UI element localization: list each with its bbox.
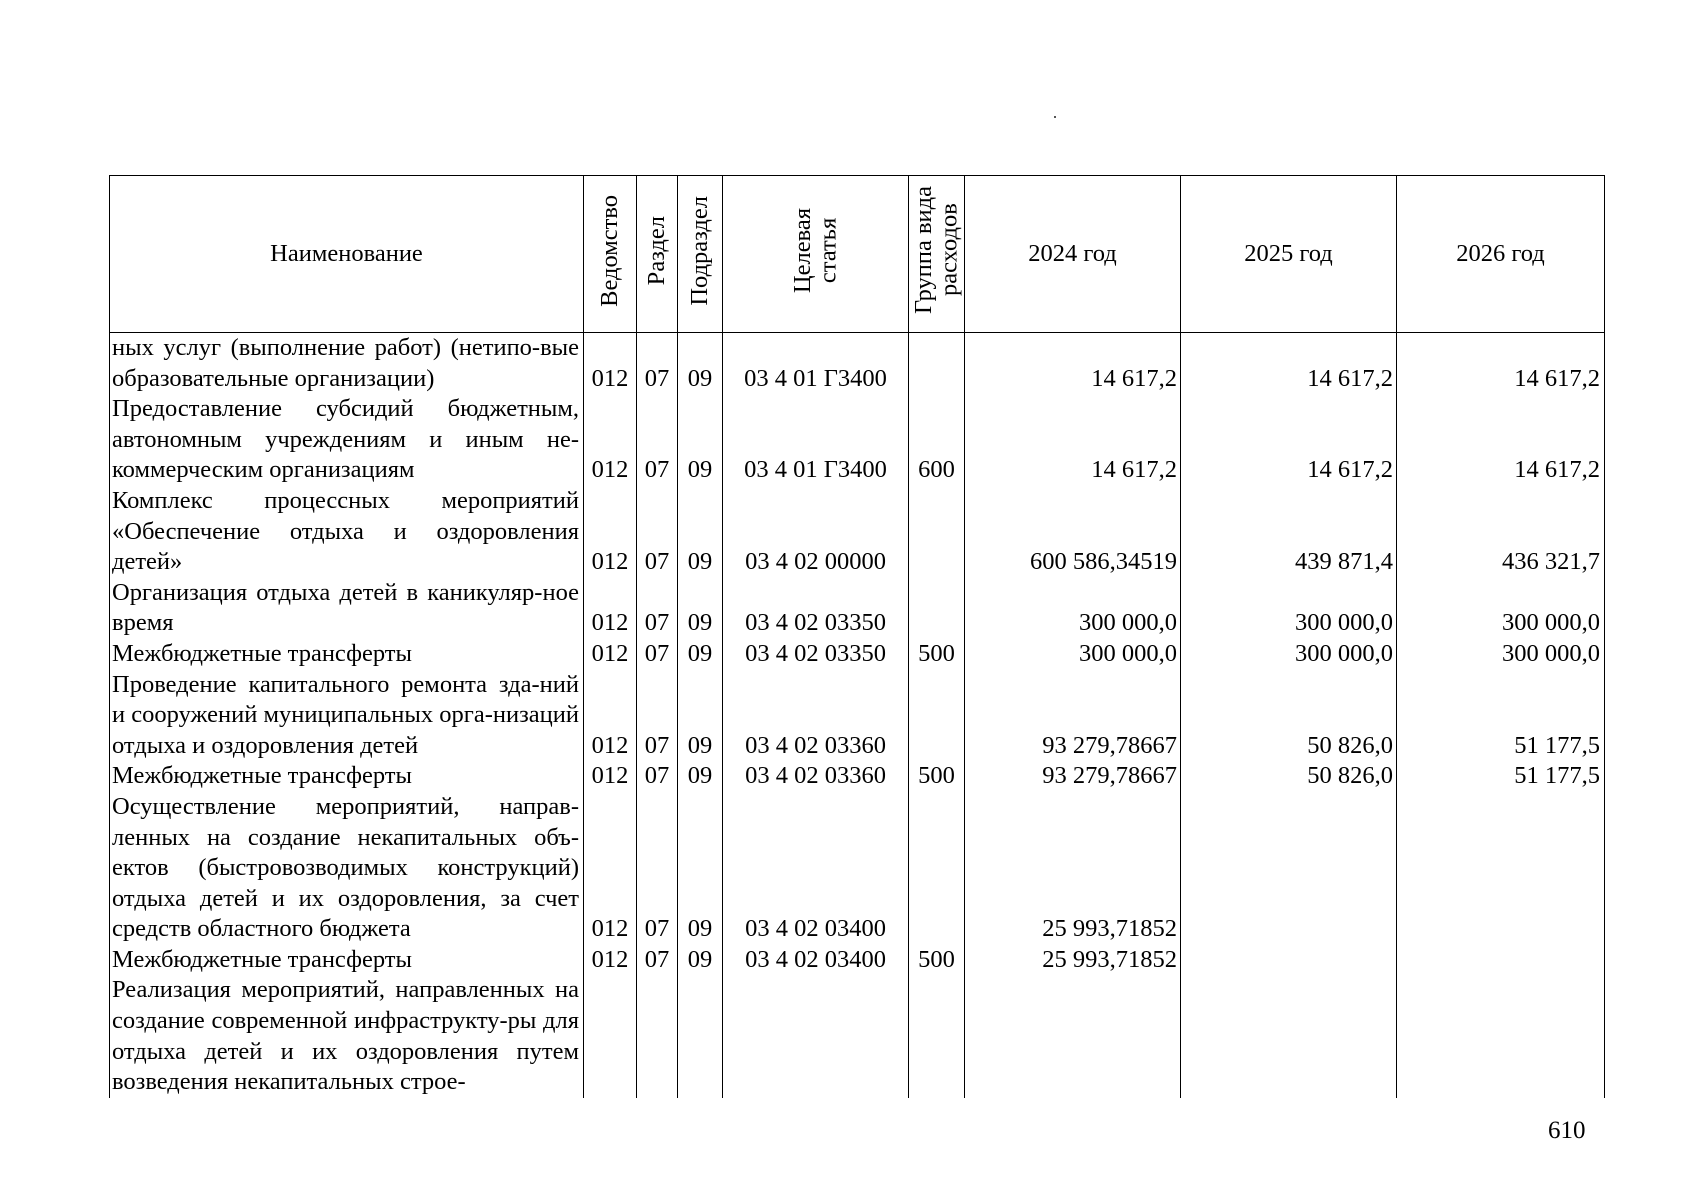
row-subsection: 09 bbox=[678, 670, 723, 762]
row-target-item: 03 4 02 03360 bbox=[723, 761, 909, 792]
row-section: 07 bbox=[637, 578, 678, 639]
row-amount-2025: 14 617,2 bbox=[1181, 394, 1397, 486]
row-subsection: 09 bbox=[678, 333, 723, 395]
row-subsection: 09 bbox=[678, 394, 723, 486]
row-section: 07 bbox=[637, 945, 678, 976]
table-row bbox=[110, 639, 1605, 670]
row-amount-2024: 93 279,78667 bbox=[965, 670, 1181, 762]
table-row bbox=[110, 670, 1605, 762]
row-name: Организация отдыха детей в каникуляр-ное время bbox=[110, 578, 584, 639]
table-row bbox=[110, 578, 1605, 639]
header-section: Раздел bbox=[637, 176, 678, 333]
row-section: 07 bbox=[637, 394, 678, 486]
row-expense-group: 500 bbox=[909, 945, 965, 976]
row-section: 07 bbox=[637, 486, 678, 578]
row-amount-2026 bbox=[1397, 975, 1605, 1097]
row-department: 012 bbox=[584, 945, 637, 976]
row-amount-2025: 439 871,4 bbox=[1181, 486, 1397, 578]
row-amount-2024: 300 000,0 bbox=[965, 578, 1181, 639]
table-row bbox=[110, 394, 1605, 486]
row-section: 07 bbox=[637, 761, 678, 792]
row-expense-group: 600 bbox=[909, 394, 965, 486]
row-department: 012 bbox=[584, 639, 637, 670]
row-amount-2024: 300 000,0 bbox=[965, 639, 1181, 670]
row-subsection: 09 bbox=[678, 945, 723, 976]
row-amount-2026: 51 177,5 bbox=[1397, 761, 1605, 792]
table-row bbox=[110, 486, 1605, 578]
row-amount-2024: 25 993,71852 bbox=[965, 945, 1181, 976]
header-subsection: Подраздел bbox=[678, 176, 723, 333]
table-header-row bbox=[110, 176, 1605, 333]
row-amount-2026 bbox=[1397, 945, 1605, 976]
row-amount-2025: 300 000,0 bbox=[1181, 639, 1397, 670]
row-target-item: 03 4 01 Г3400 bbox=[723, 333, 909, 395]
row-department: 012 bbox=[584, 578, 637, 639]
row-department: 012 bbox=[584, 792, 637, 945]
row-name: Осуществление мероприятий, направ-ленных на создание некапитальных объ-ектов (быстровозводимых конструкций) отдыха детей и их оздоровления, за счет средств областного бюджета bbox=[110, 792, 584, 945]
row-name: Реализация мероприятий, направленных на создание современной инфраструкту-ры для отдыха детей и их оздоровления путем возведения некапитальных строе- bbox=[110, 975, 584, 1097]
row-amount-2026: 14 617,2 bbox=[1397, 394, 1605, 486]
header-name: Наименование bbox=[110, 176, 584, 333]
header-year-2025: 2025 год bbox=[1181, 176, 1397, 333]
row-amount-2024 bbox=[965, 975, 1181, 1097]
row-target-item: 03 4 02 03350 bbox=[723, 578, 909, 639]
row-name: Проведение капитального ремонта зда-ний и сооружений муниципальных орга-низаций отдыха и оздоровления детей bbox=[110, 670, 584, 762]
table-row bbox=[110, 333, 1605, 395]
row-expense-group bbox=[909, 975, 965, 1097]
row-expense-group: 500 bbox=[909, 761, 965, 792]
row-subsection: 09 bbox=[678, 761, 723, 792]
row-department bbox=[584, 975, 637, 1097]
row-amount-2025: 50 826,0 bbox=[1181, 761, 1397, 792]
row-amount-2026 bbox=[1397, 792, 1605, 945]
row-name: Межбюджетные трансферты bbox=[110, 761, 584, 792]
row-amount-2026: 51 177,5 bbox=[1397, 670, 1605, 762]
row-name: Предоставление субсидий бюджетным, автономным учреждениям и иным не-коммерческим организациям bbox=[110, 394, 584, 486]
row-target-item: 03 4 01 Г3400 bbox=[723, 394, 909, 486]
row-amount-2025 bbox=[1181, 975, 1397, 1097]
row-expense-group bbox=[909, 486, 965, 578]
row-amount-2025 bbox=[1181, 792, 1397, 945]
row-section: 07 bbox=[637, 792, 678, 945]
row-subsection: 09 bbox=[678, 792, 723, 945]
row-subsection: 09 bbox=[678, 486, 723, 578]
row-target-item: 03 4 02 00000 bbox=[723, 486, 909, 578]
row-department: 012 bbox=[584, 394, 637, 486]
page-number: 610 bbox=[1548, 1117, 1586, 1144]
table-body bbox=[110, 333, 1605, 1098]
row-amount-2024: 25 993,71852 bbox=[965, 792, 1181, 945]
row-section: 07 bbox=[637, 639, 678, 670]
row-expense-group: 500 bbox=[909, 639, 965, 670]
row-section: 07 bbox=[637, 670, 678, 762]
row-amount-2024: 600 586,34519 bbox=[965, 486, 1181, 578]
row-amount-2025: 300 000,0 bbox=[1181, 578, 1397, 639]
row-name: Межбюджетные трансферты bbox=[110, 639, 584, 670]
row-department: 012 bbox=[584, 486, 637, 578]
row-expense-group bbox=[909, 670, 965, 762]
row-department: 012 bbox=[584, 333, 637, 395]
row-subsection: 09 bbox=[678, 639, 723, 670]
row-section: 07 bbox=[637, 333, 678, 395]
row-name: Комплекс процессных мероприятий «Обеспечение отдыха и оздоровления детей» bbox=[110, 486, 584, 578]
row-name: Межбюджетные трансферты bbox=[110, 945, 584, 976]
row-section bbox=[637, 975, 678, 1097]
row-amount-2024: 14 617,2 bbox=[965, 333, 1181, 395]
row-amount-2025 bbox=[1181, 945, 1397, 976]
row-target-item: 03 4 02 03400 bbox=[723, 792, 909, 945]
row-target-item: 03 4 02 03360 bbox=[723, 670, 909, 762]
row-amount-2026: 300 000,0 bbox=[1397, 578, 1605, 639]
row-name: ных услуг (выполнение работ) (нетипо-вые образовательные организации) bbox=[110, 333, 584, 395]
row-amount-2024: 14 617,2 bbox=[965, 394, 1181, 486]
row-expense-group bbox=[909, 578, 965, 639]
table-row bbox=[110, 975, 1605, 1097]
scan-speck bbox=[1054, 116, 1056, 118]
budget-table bbox=[109, 175, 1605, 1098]
row-amount-2025: 50 826,0 bbox=[1181, 670, 1397, 762]
header-year-2024: 2024 год bbox=[965, 176, 1181, 333]
table-row bbox=[110, 945, 1605, 976]
row-expense-group bbox=[909, 792, 965, 945]
row-subsection: 09 bbox=[678, 578, 723, 639]
row-target-item bbox=[723, 975, 909, 1097]
row-subsection bbox=[678, 975, 723, 1097]
row-expense-group bbox=[909, 333, 965, 395]
row-amount-2024: 93 279,78667 bbox=[965, 761, 1181, 792]
table-row bbox=[110, 792, 1605, 945]
row-target-item: 03 4 02 03350 bbox=[723, 639, 909, 670]
row-amount-2026: 14 617,2 bbox=[1397, 333, 1605, 395]
header-expense-group: Группа вида расходов bbox=[909, 176, 965, 333]
row-department: 012 bbox=[584, 670, 637, 762]
header-department: Ведомство bbox=[584, 176, 637, 333]
row-target-item: 03 4 02 03400 bbox=[723, 945, 909, 976]
header-target-item: Целевая статья bbox=[723, 176, 909, 333]
header-year-2026: 2026 год bbox=[1397, 176, 1605, 333]
table-row bbox=[110, 761, 1605, 792]
row-amount-2025: 14 617,2 bbox=[1181, 333, 1397, 395]
row-amount-2026: 436 321,7 bbox=[1397, 486, 1605, 578]
row-department: 012 bbox=[584, 761, 637, 792]
row-amount-2026: 300 000,0 bbox=[1397, 639, 1605, 670]
